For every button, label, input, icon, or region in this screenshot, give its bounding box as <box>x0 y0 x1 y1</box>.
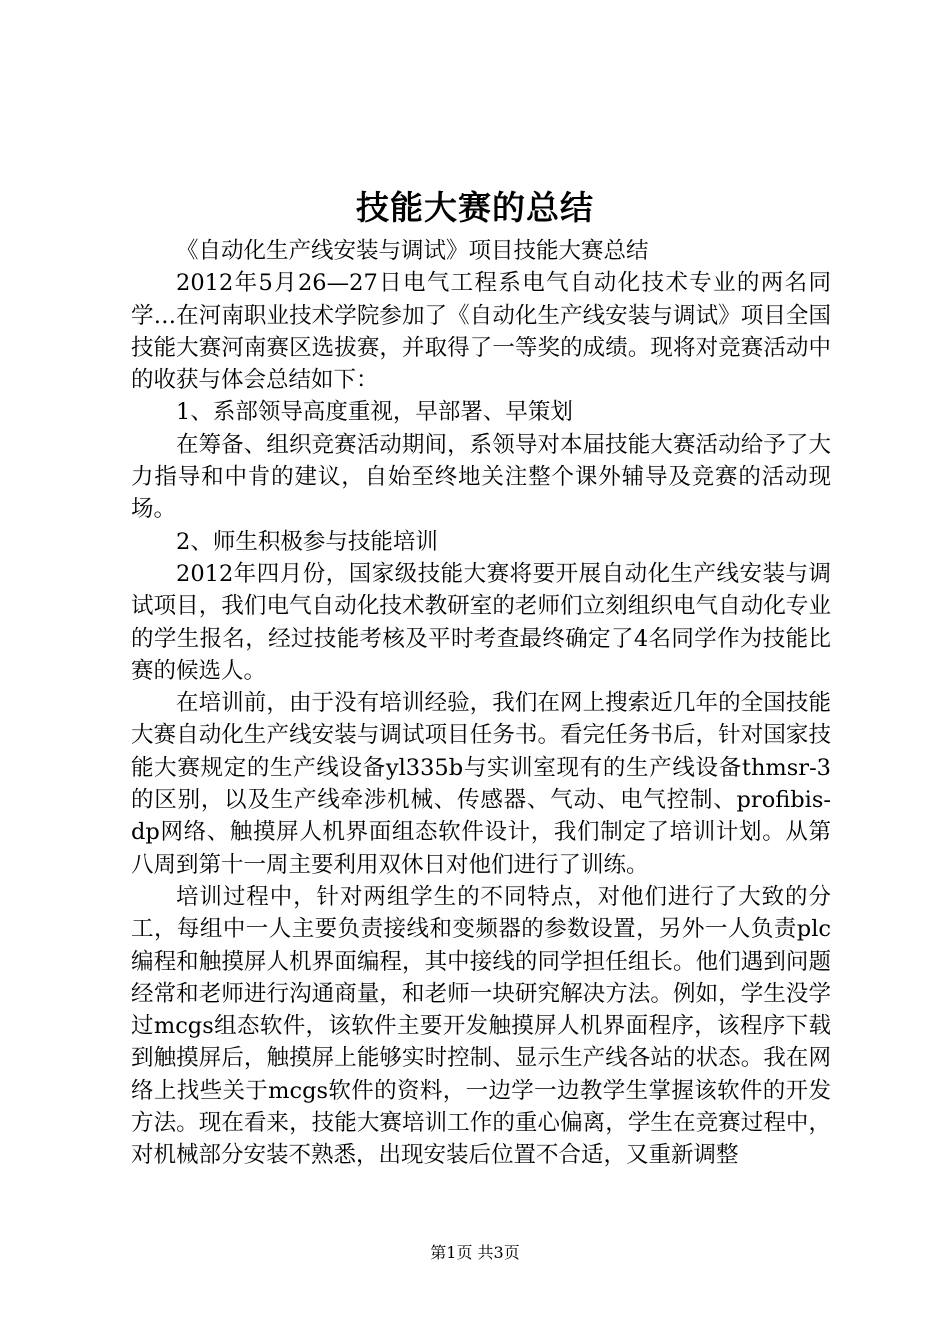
body-paragraph: 在筹备、组织竞赛活动期间，系领导对本届技能大赛活动给予了大力指导和中肯的建议，自始至终地关注整个课外辅导及竞赛的活动现场。 <box>131 431 831 523</box>
document-title: 技能大赛的总结 <box>356 188 594 227</box>
body-paragraph: 培训过程中，针对两组学生的不同特点，对他们进行了大致的分工，每组中一人主要负责接线和变频器的参数设置，另外一人负责plc编程和触摸屏人机界面编程，其中接线的同学担任组长。他们遇到问题经常和老师进行沟通商量，和老师一块研究解决方法。例如，学生没学过mcgs组态软件，该软件主要开发触摸屏人机界面程序，该程序下载到触摸屏后，触摸屏上能够实时控制、显示生产线各站的状态。我在网络上找些关于mcgs软件的资料，一边学一边教学生掌握该软件的开发方法。现在看来，技能大赛培训工作的重心偏离，学生在竞赛过程中，对机械部分安装不熟悉，出现安装后位置不合适，又重新调整 <box>131 883 831 1169</box>
intro-paragraph: 2012年5月26—27日电气工程系电气自动化技术专业的两名同学…在河南职业技术学院参加了《自动化生产线安装与调试》项目全国技能大赛河南赛区选拔赛，并取得了一等奖的成绩。现将对竞赛活动中的收获与体会总结如下： <box>131 270 831 394</box>
document-body <box>131 235 831 1172</box>
page-number-footer: 第1页 共3页 <box>430 1243 520 1262</box>
subtitle-paragraph: 《自动化生产线安装与调试》项目技能大赛总结 <box>176 238 649 264</box>
body-paragraph: 2012年四月份，国家级技能大赛将要开展自动化生产线安装与调试项目，我们电气自动化技术教研室的老师们立刻组织电气自动化专业的学生报名，经过技能考核及平时考查最终确定了4名同学作为技能比赛的候选人。 <box>131 560 831 684</box>
body-paragraph: 在培训前，由于没有培训经验，我们在网上搜索近几年的全国技能大赛自动化生产线安装与调试项目任务书。看完任务书后，针对国家技能大赛规定的生产线设备yl335b与实训室现有的生产线设备thmsr-3的区别，以及生产线牵涉机械、传感器、气动、电气控制、profibis-dp网络、触摸屏人机界面组态软件设计，我们制定了培训计划。从第八周到第十一周主要利用双休日对他们进行了训练。 <box>131 690 831 878</box>
section-heading-2: 2、师生积极参与技能培训 <box>176 528 438 555</box>
section-heading-1: 1、系部领导高度重视，早部署、早策划 <box>176 399 573 426</box>
